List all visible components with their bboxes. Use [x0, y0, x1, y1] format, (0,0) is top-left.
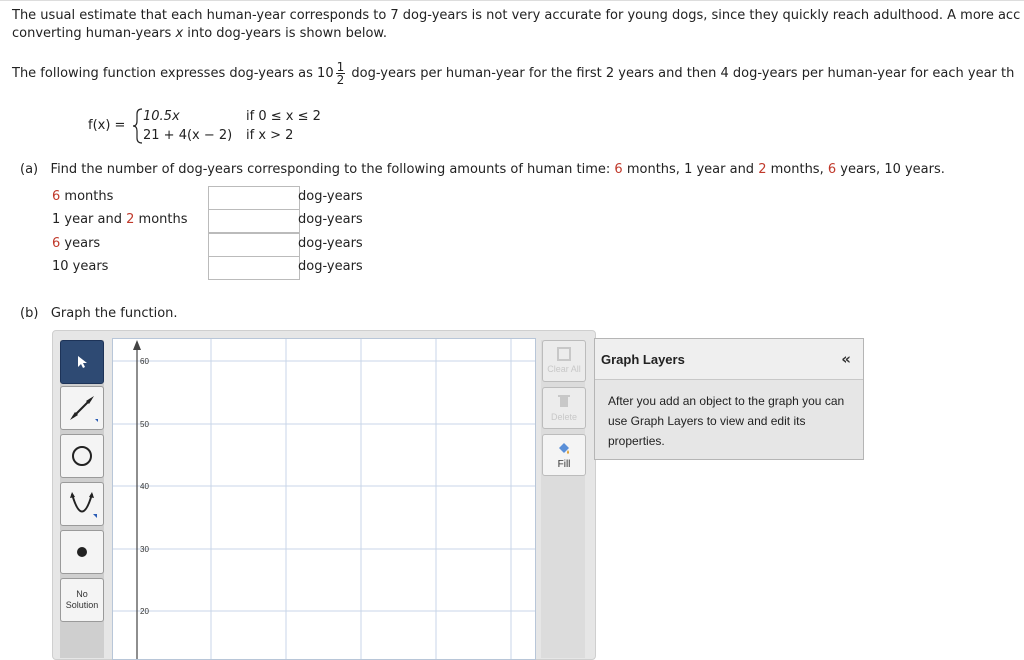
value-6-years: 6 [827, 162, 837, 177]
no-solution-button[interactable] [60, 578, 104, 622]
no-solution-label-2: Solution [65, 600, 99, 610]
point-tool[interactable] [60, 530, 104, 574]
row-label: 10 years [52, 259, 109, 274]
intro-line-1: The usual estimate that each human-year corresponds to 7 dog-years is not very accurate for young dogs, since they quickly reach adulthood. A more acc [12, 8, 1021, 23]
intro-variable: x [175, 26, 184, 41]
part-a-question [20, 161, 945, 179]
y-tick-30: 30 [140, 545, 149, 554]
parabola-tool[interactable] [60, 482, 104, 526]
circle-icon [68, 442, 96, 470]
intro-text-end: into dog-years is shown below. [183, 26, 388, 41]
function-text-end: dog-years per human-year for the first 2 years and then 4 dog-years per human-year for each year th [347, 66, 1015, 81]
y-axis-arrow-icon [133, 340, 141, 350]
part-a-text: Find the number of dog-years corresponding to the following amounts of human time: [50, 162, 615, 177]
function-description [12, 60, 1014, 88]
row-label: years [60, 236, 101, 251]
delete-label: Delete [550, 412, 577, 422]
fraction-denominator: 2 [336, 73, 345, 87]
cursor-arrow-icon [74, 354, 90, 370]
line-segment-icon [66, 392, 98, 424]
row-label-pre: 1 year and [52, 212, 127, 227]
row-label: months [60, 189, 114, 204]
intro-line-2 [12, 25, 387, 43]
row-number: 2 [126, 212, 135, 227]
unit-label: dog-years [298, 259, 363, 274]
row-label: months [134, 212, 188, 227]
answer-row-1-year-2-months [52, 209, 188, 231]
no-solution-label-1: No [76, 589, 88, 599]
intro-text: converting human-years [12, 26, 176, 41]
graph-plot-area[interactable] [112, 338, 536, 660]
unit-label: dog-years [298, 212, 363, 227]
function-lhs: f(x) = [88, 118, 126, 133]
clear-all-label: Clear All [547, 364, 581, 374]
row-number: 6 [52, 236, 61, 251]
brace-icon [132, 108, 144, 144]
y-tick-20: 20 [140, 607, 149, 616]
circle-tool[interactable] [60, 434, 104, 478]
paint-bucket-icon [556, 440, 572, 456]
value-2: 2 [758, 162, 767, 177]
answer-input-10-years[interactable] [208, 256, 300, 280]
unit-label: dog-years [298, 236, 363, 251]
top-border [0, 0, 1024, 1]
fill-label: Fill [557, 459, 571, 470]
piece-2-expression: 21 + 4(x − 2) [143, 128, 233, 143]
piece-1-expression: 10.5x [143, 109, 180, 124]
part-b-heading [20, 305, 178, 323]
graph-layers-title: Graph Layers [601, 352, 685, 367]
point-icon [75, 545, 89, 559]
y-tick-60: 60 [140, 357, 149, 366]
value-6: 6 [614, 162, 623, 177]
answer-row-6-months [52, 186, 113, 208]
y-tick-50: 50 [140, 420, 149, 429]
graph-layers-header [595, 339, 863, 380]
graph-grid [113, 339, 535, 659]
pointer-tool[interactable] [60, 340, 104, 384]
function-text: The following function expresses dog-years as 10 [12, 66, 334, 81]
fraction-half [336, 61, 346, 86]
fraction-numerator: 1 [336, 60, 345, 74]
answer-input-6-months[interactable] [208, 186, 300, 210]
y-tick-40: 40 [140, 482, 149, 491]
unit-label: dog-years [298, 189, 363, 204]
piece-1-condition: if 0 ≤ x ≤ 2 [246, 109, 321, 124]
graph-layers-help-text: After you add an object to the graph you can use Graph Layers to view and edit its properties. [608, 394, 845, 448]
part-a-text-4: years, 10 years. [836, 162, 945, 177]
answer-row-6-years [52, 233, 100, 255]
parabola-icon [67, 489, 97, 519]
answer-input-6-years[interactable] [208, 233, 300, 257]
row-number: 6 [52, 189, 61, 204]
collapse-chevron-icon[interactable]: « [841, 350, 851, 368]
trash-icon [557, 393, 571, 409]
part-a-text-2: months, 1 year and [622, 162, 759, 177]
clear-all-button[interactable] [542, 340, 586, 382]
fill-button[interactable] [542, 434, 586, 476]
answer-row-10-years [52, 256, 108, 278]
part-b-label: (b) [20, 306, 39, 321]
part-b-text: Graph the function. [50, 306, 178, 321]
grid-lines [113, 339, 535, 659]
clear-all-icon [557, 347, 571, 361]
delete-button[interactable] [542, 387, 586, 429]
line-tool[interactable] [60, 386, 104, 430]
piece-2-condition: if x > 2 [246, 128, 294, 143]
answer-input-1-year-2-months[interactable] [208, 209, 300, 233]
part-a-label: (a) [20, 162, 39, 177]
part-a-text-3: months, [766, 162, 828, 177]
graph-layers-panel [594, 338, 864, 460]
